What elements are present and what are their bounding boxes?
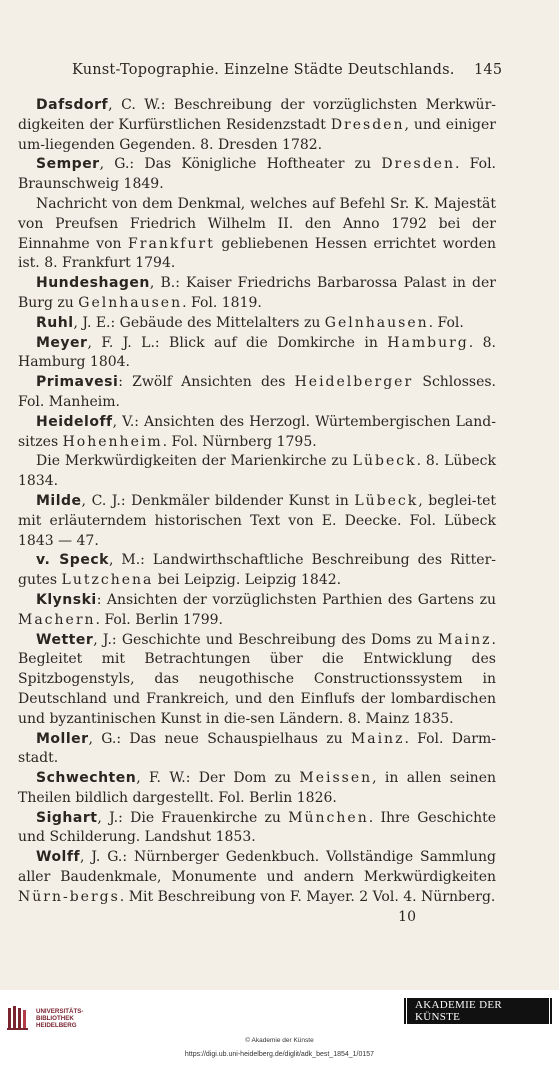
entry-text: . Fol. Braunschweig 1849.	[18, 156, 496, 193]
entry-text: , beglei-tet mit erläuterndem historischen Text von E. Deecke. Fol. Lübeck 1843 — 47.	[18, 492, 496, 549]
bibliography-entry	[18, 96, 496, 155]
running-header	[0, 62, 559, 88]
logo-line-1: UNIVERSITÄTS-	[36, 1007, 84, 1015]
author-name: Schwechten	[36, 770, 137, 787]
author-name: Moller	[36, 730, 89, 747]
akademie-logo[interactable]	[404, 998, 552, 1024]
author-name: Hundeshagen	[36, 275, 150, 292]
place-name: Lübeck	[354, 492, 419, 509]
akademie-label: AKADEMIE DER KÜNSTE	[406, 996, 550, 1026]
bibliography-entry	[18, 591, 496, 631]
bibliography-entry	[18, 195, 496, 274]
entry-text: , F. J. L.: Blick auf die Domkirche in	[87, 334, 388, 351]
permalink-url[interactable]: https://digi.ub.uni-heidelberg.de/diglit/adk_best_1854_1/0157	[184, 1051, 375, 1058]
entry-text: : Ansichten der vorzüglichsten Parthien des Gartens zu	[96, 591, 496, 608]
entry-text: , in allen seinen Theilen bildlich dargestellt. Fol. Berlin 1826.	[18, 770, 496, 806]
bibliography-list	[18, 96, 496, 927]
author-name: Wetter	[36, 631, 94, 648]
header-title: Kunst-Topographie. Einzelne Städte Deutschlands.	[72, 62, 455, 78]
bibliography-entry	[18, 809, 496, 849]
entry-text: . Begleitet mit Betrachtungen über die Entwicklung des Spitzbogenstyls, das neugothische Constructionssystem in Deutschland und Frankreich, und den Einflufs der lombardischen und byzantinischen Kunst in die-sen Ländern. 8. Mainz 1835.	[18, 631, 496, 727]
place-name: Lübeck	[352, 453, 417, 470]
place-name: München	[288, 809, 369, 826]
signature-mark: 10	[398, 908, 416, 925]
entry-text: , C. W.: Beschreibung der vorzüglichsten Merkwür-digkeiten der Kurfürstlichen Residenzstadt	[18, 97, 496, 133]
place-name: Heidelberger	[294, 374, 414, 391]
entry-text: , G.: Das Königliche Hoftheater zu	[99, 156, 382, 173]
place-name: Mainz	[437, 631, 492, 648]
bibliography-entry	[18, 413, 496, 453]
page-number: 145	[474, 62, 503, 78]
place-name: Dresden	[330, 116, 405, 133]
entry-text: . Mit Beschreibung von F. Mayer. 2 Vol. 4. Nürnberg.	[119, 888, 496, 905]
author-name: Klynski	[36, 591, 97, 608]
author-name: Dafsdorf	[36, 97, 109, 113]
place-name: Gelnhausen	[324, 314, 429, 331]
author-name: Semper	[36, 156, 100, 173]
author-name: Milde	[36, 492, 82, 509]
entry-text: , J.: Die Frauenkirche zu	[97, 809, 289, 826]
entry-text: bei Leipzig. Leipzig 1842.	[153, 572, 342, 589]
author-name: Wolff	[36, 849, 81, 866]
entry-text: , J. G.: Nürnberger Gedenkbuch. Vollständige Sammlung aller Baudenkmale, Monumente und andern Merkwürdigkeiten	[18, 849, 496, 886]
author-name: Primavesi	[36, 374, 119, 391]
bibliography-entry	[18, 848, 496, 907]
entry-text: , G.: Das neue Schauspielhaus zu	[88, 730, 351, 747]
place-name: Lutzchena	[61, 572, 154, 589]
bibliography-entry	[18, 631, 496, 730]
entry-text: . Fol. Darm-stadt.	[18, 730, 496, 767]
entry-text: . Fol. 1819.	[182, 294, 262, 311]
bibliography-entry	[18, 155, 496, 195]
entry-text: . Fol. Nürnberg 1795.	[162, 433, 317, 450]
entry-text: . Fol. Berlin 1799.	[95, 611, 223, 628]
author-name: Sighart	[36, 809, 98, 826]
entry-text: : Zwölf Ansichten des	[118, 374, 295, 391]
author-name: v. Speck	[36, 552, 109, 569]
entry-text: , M.: Landwirthschaftliche Beschreibung des Ritter-gutes	[18, 552, 496, 589]
bibliography-entry	[18, 334, 496, 374]
entry-text: , J. E.: Gebäude des Mittelalters zu	[73, 314, 325, 331]
bibliography-entry	[18, 373, 496, 413]
library-logo-icon	[6, 1004, 32, 1032]
entry-text: , C. J.: Denkmäler bildender Kunst in	[81, 492, 355, 509]
bibliography-entry	[18, 730, 496, 770]
entry-text: Die Merkwürdigkeiten der Marienkirche zu	[36, 453, 353, 470]
place-name: Meissen	[299, 770, 373, 787]
place-name: Dresden	[381, 156, 455, 173]
bibliography-entry	[18, 769, 496, 809]
entry-text: , B.: Kaiser Friedrichs Barbarossa Palast in der Burg zu	[18, 275, 496, 311]
place-name: Frankfurt	[128, 235, 215, 252]
entry-text: , J.: Geschichte und Beschreibung des Doms zu	[93, 631, 438, 648]
place-name: Gelnhausen	[78, 294, 183, 311]
bibliography-entry	[18, 551, 496, 591]
entry-text: gebliebenen Hessen errichtet worden ist. 8. Frankfurt 1794.	[18, 235, 496, 272]
entry-text: . Ihre Geschichte und Schilderung. Landshut 1853.	[18, 809, 496, 846]
bibliography-entry	[18, 452, 496, 492]
author-name: Meyer	[36, 334, 88, 351]
bibliography-entry	[18, 274, 496, 314]
bibliography-entry	[18, 492, 496, 551]
author-name: Ruhl	[36, 314, 74, 331]
logo-line-3: HEIDELBERG	[36, 1021, 77, 1029]
place-name: Machern	[18, 611, 96, 628]
entry-text: , F. W.: Der Dom zu	[136, 770, 300, 787]
place-name: Mainz	[350, 730, 405, 747]
entry-text: . 8. Hamburg 1804.	[18, 334, 496, 371]
logo-line-2: BIBLIOTHEK	[36, 1014, 74, 1022]
entry-text: Nachricht von dem Denkmal, welches auf Befehl Sr. K. Majestät von Preufsen Friedrich Wilhelm II. den Anno 1792 bei der Einnahme von	[18, 195, 496, 252]
copyright-text: © Akademie der Künste	[245, 1037, 314, 1044]
entry-text: . Fol.	[428, 314, 464, 331]
place-name: Hohenheim	[62, 433, 163, 450]
entry-text: . 8. Lübeck 1834.	[18, 453, 496, 490]
bibliography-entry	[18, 314, 496, 334]
ub-heidelberg-logo[interactable]	[6, 1002, 116, 1034]
entry-text: , V.: Ansichten des Herzogl. Würtembergischen Land-sitzes	[18, 413, 496, 450]
place-name: Nürn-bergs	[18, 888, 120, 905]
entry-text: , und einiger um-liegenden Gegenden. 8. Dresden 1782.	[18, 116, 496, 153]
viewer-footer	[0, 990, 559, 1065]
entry-text: Schlosses. Fol. Manheim.	[18, 374, 496, 410]
author-name: Heideloff	[36, 413, 113, 430]
place-name: Hamburg	[387, 334, 469, 351]
